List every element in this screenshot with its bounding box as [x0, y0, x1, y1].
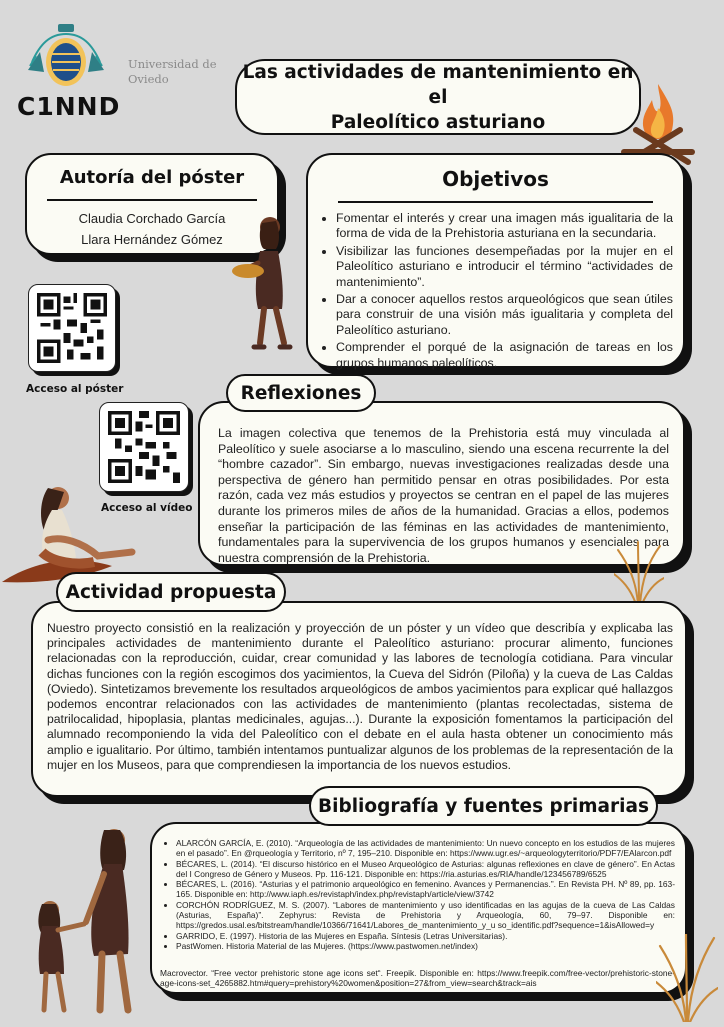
objective-item: • Visibilizar las funciones desempeñadas por la mujer en el Paleolítico asturiano e introducir el término “actividades de mantenimiento”.	[336, 244, 673, 290]
objective-item: • Dar a conocer aquellos restos arqueológicos que sean útiles para construir de una visión más igualitaria y completa del Paleolítico asturiano.	[336, 292, 673, 338]
bibliography-footer: Macrovector. “Free vector prehistoric stone age icons set“. Freepik. Disponible en: https://www.freepik.com/free-vector/prehistoric-stone-age-icons-set_4265882.htm#query=prehistory%20women&position=27&from_view=search&track=ais	[160, 968, 675, 989]
grass-icon	[656, 934, 718, 1022]
bibliography-item: • ALARCÓN GARCÍA, E. (2010). “Arqueología de las actividades de mantenimiento: Un nuevo concepto en los estudios de las mujeres en el pasado”. En @rqueología y Territorio, nº 7, 195–210. Disponible en: https://www.ugr.es/~arqueologyterritorio/PDF7/EAlarcon.pdf	[176, 838, 675, 859]
bibliography-item: • PastWomen. Historia Material de las Mujeres. (https://www.pastwomen.net/index)	[176, 941, 675, 951]
author-name-2: Llara Hernández Gómez	[81, 232, 223, 247]
objective-item: • Comprender el porqué de la asignación de tareas en los grupos humanos paleolíticos.	[336, 340, 673, 371]
qr-code-poster[interactable]	[28, 284, 116, 372]
grass-icon	[614, 540, 664, 604]
reflections-heading: Reflexiones	[226, 374, 376, 412]
university-name-line2: Oviedo	[128, 72, 169, 86]
qr-code-video[interactable]	[99, 402, 189, 492]
bibliography-item: • GARRIDO, E. (1997). Historia de las Mujeres en España. Síntesis (Letras Universitarias).	[176, 931, 675, 941]
reflections-card	[198, 401, 685, 566]
authors-divider	[47, 199, 257, 201]
woman-with-basket-icon	[232, 213, 304, 356]
qr-code-icon	[37, 293, 107, 363]
qr-poster-label: Acceso al póster	[26, 383, 124, 395]
bibliography-heading: Bibliografía y fuentes primarias	[309, 786, 658, 826]
reflections-text: La imagen colectiva que tenemos de la Prehistoria está muy vinculada al Paleolítico y suele asociarse a lo masculino, siendo una escena recurrente la del “hombre cazador”. Sin embargo, nuevas investigaciones realizadas desde una perspectiva de género han permitido pensar en otras posibilidades. Por esta razón, cada vez más estudios y proyectos se centran en el papel de las mujeres durante los primeros miles de años de la humanidad. Gracias a ellos, podemos enseñar la participación de las féminas en las actividades de mantenimiento, fundamentales para la supervivencia de los grupos humanos y esenciales para nuestra comprensión de la Prehistoria.	[218, 426, 669, 565]
authors-heading: Autoría del póster	[59, 167, 245, 188]
qr-video-label: Acceso al vídeo	[101, 502, 193, 514]
activity-heading: Actividad propuesta	[56, 572, 286, 612]
sitting-woman-icon	[2, 482, 152, 584]
university-crest-icon	[22, 22, 110, 92]
poster-title-line2: Paleolítico asturiano	[330, 111, 546, 133]
mother-and-child-icon	[30, 826, 150, 1016]
objectives-divider	[338, 201, 653, 203]
poster-title	[235, 59, 641, 135]
university-name-line1: Universidad de	[128, 57, 217, 71]
university-name	[128, 57, 217, 87]
objectives-heading: Objetivos	[442, 167, 549, 191]
objective-item: • Fomentar el interés y crear una imagen más igualitaria de la forma de vida de la Prehistoria asturiana en la secundaria.	[336, 211, 673, 242]
author-name-1: Claudia Corchado García	[78, 211, 226, 226]
activity-text: Nuestro proyecto consistió en la realización y proyección de un póster y un vídeo que describía y explicaba las principales actividades de mantenimiento durante el Paleolítico asturiano: procurar alimento, funciones relacionadas con la reproducción, cuidar, crear comunidad y las labores de tecnología cotidiana. Para vincular dichas funciones con la región escogimos dos yacimientos, la Cueva del Sidrón (Piloña) y la cueva de Las Caldas (Oviedo). Sintetizamos brevemente los resultados arqueológicos de ambos yacimientos para explicar qué hallazgos podemos encontrar relacionados con las actividades de mantenimiento (plantas recolectadas, sistema de patrilocalidad, hipoplasia, plantas medicinales, agujas...). Durante la exposición fomentamos la participación del alumnado recomponiendo la vida del Paleolítico con el debate en el aula hasta obtener un conocimiento más amplio e igualitario. Por último, también intentamos puntualizar algunos de los problemas de la representación de la mujer en los Museos, para que comprendiesen la importancia de los nuevos estudios.	[47, 621, 673, 772]
bibliography-item: • BÉCARES, L. (2016). “Asturias y el patrimonio arqueológico en femenino. Avances y Permanencias.”. En Revista PH. Nº 89, pp. 163-165. Disponible en: http://www.iaph.es/revistaph/index.php/revistaph/article/view/3742	[176, 879, 675, 900]
poster-title-line1: Las actividades de mantenimiento en el	[242, 61, 634, 108]
bibliography-item: • BÉCARES, L. (2014). “El discurso histórico en el Museo Arqueológico de Asturias: algunas reflexiones en clave de género”. En Actas del I Congreso de Género y Museos. Pp. 116-121. Disponible en: https://ria.asturias.es/RIA/handle/123456789/6525	[176, 859, 675, 880]
bibliography-card	[150, 822, 687, 994]
qr-code-icon	[108, 411, 180, 483]
objectives-list	[320, 211, 673, 373]
objectives-card	[306, 153, 685, 368]
bibliography-list	[160, 838, 675, 951]
bibliography-item: • CORCHÓN RODRÍGUEZ, M. S. (2007). “Labores de mantenimiento y uso identificadas en las agujas de la cueva de Las Caldas (Asturias, España)”. Zephyrus: Revista de Prehistoria y Arqueología, 60, 79–97. Disponible en: https://gredos.usal.es/bitstream/handle/10366/71641/Labores_de_mantenimiento_y_u so_identific.pdf?sequence=1&isAllowed=y	[176, 900, 675, 931]
activity-card	[31, 601, 687, 797]
center-acronym: C1NND	[17, 92, 121, 121]
